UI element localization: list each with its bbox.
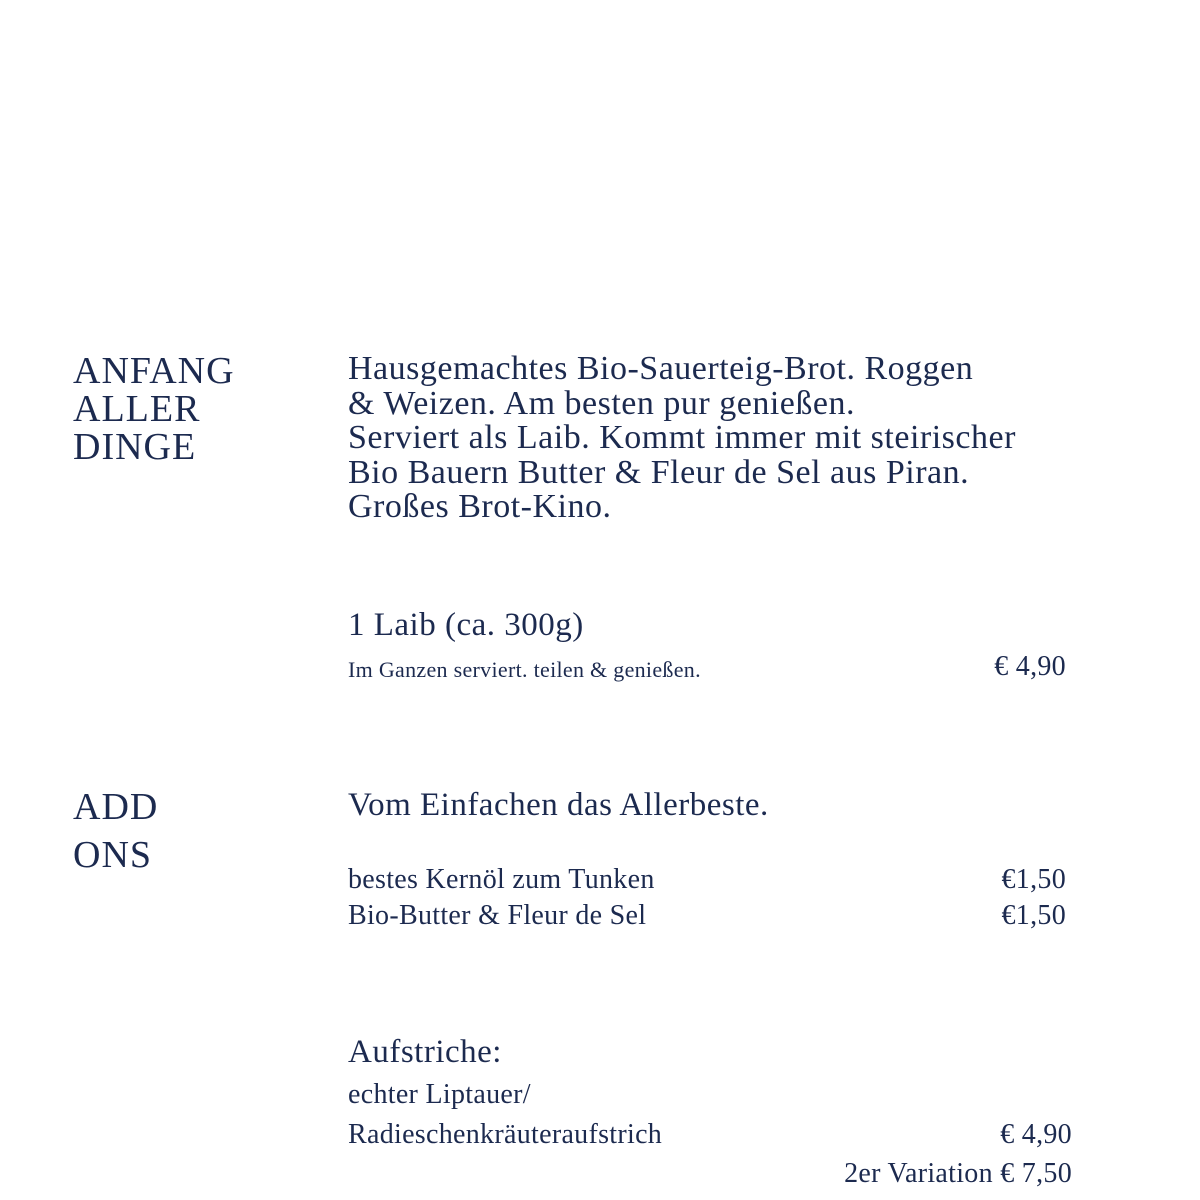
section-title-line-2: ALLER — [73, 388, 201, 430]
description-line: Großes Brot-Kino. — [348, 488, 612, 525]
section-title-line-1: ANFANG — [73, 350, 235, 392]
description-line: & Weizen. Am besten pur genießen. — [348, 385, 855, 422]
description-line: Bio Bauern Butter & Fleur de Sel aus Piran. — [348, 454, 970, 491]
section-title-line-3: DINGE — [73, 426, 197, 468]
addon-item-price: €1,50 — [1001, 900, 1066, 931]
description-line: Serviert als Laib. Kommt immer mit steirischer — [348, 419, 1016, 456]
bread-item-note: Im Ganzen serviert. teilen & genießen. — [348, 657, 701, 682]
section-title-line-2: ONS — [73, 834, 153, 876]
description-line: Hausgemachtes Bio-Sauerteig-Brot. Roggen — [348, 350, 974, 387]
section-title-line-1: ADD — [73, 786, 159, 828]
bread-item-name: 1 Laib (ca. 300g) — [348, 607, 584, 643]
addon-item-price: €1,50 — [1001, 864, 1066, 895]
addon-item-name: bestes Kernöl zum Tunken — [348, 864, 655, 895]
aufstriche-heading: Aufstriche: — [348, 1034, 502, 1070]
addon-item-name: Bio-Butter & Fleur de Sel — [348, 900, 647, 931]
aufstriche-variation-price: 2er Variation € 7,50 — [844, 1158, 1072, 1189]
aufstriche-line-2: Radieschenkräuteraufstrich — [348, 1119, 663, 1150]
bread-item-price: € 4,90 — [994, 651, 1066, 682]
addons-subtitle: Vom Einfachen das Allerbeste. — [348, 787, 769, 823]
aufstriche-price: € 4,90 — [1000, 1119, 1072, 1150]
aufstriche-line-1: echter Liptauer/ — [348, 1079, 531, 1110]
